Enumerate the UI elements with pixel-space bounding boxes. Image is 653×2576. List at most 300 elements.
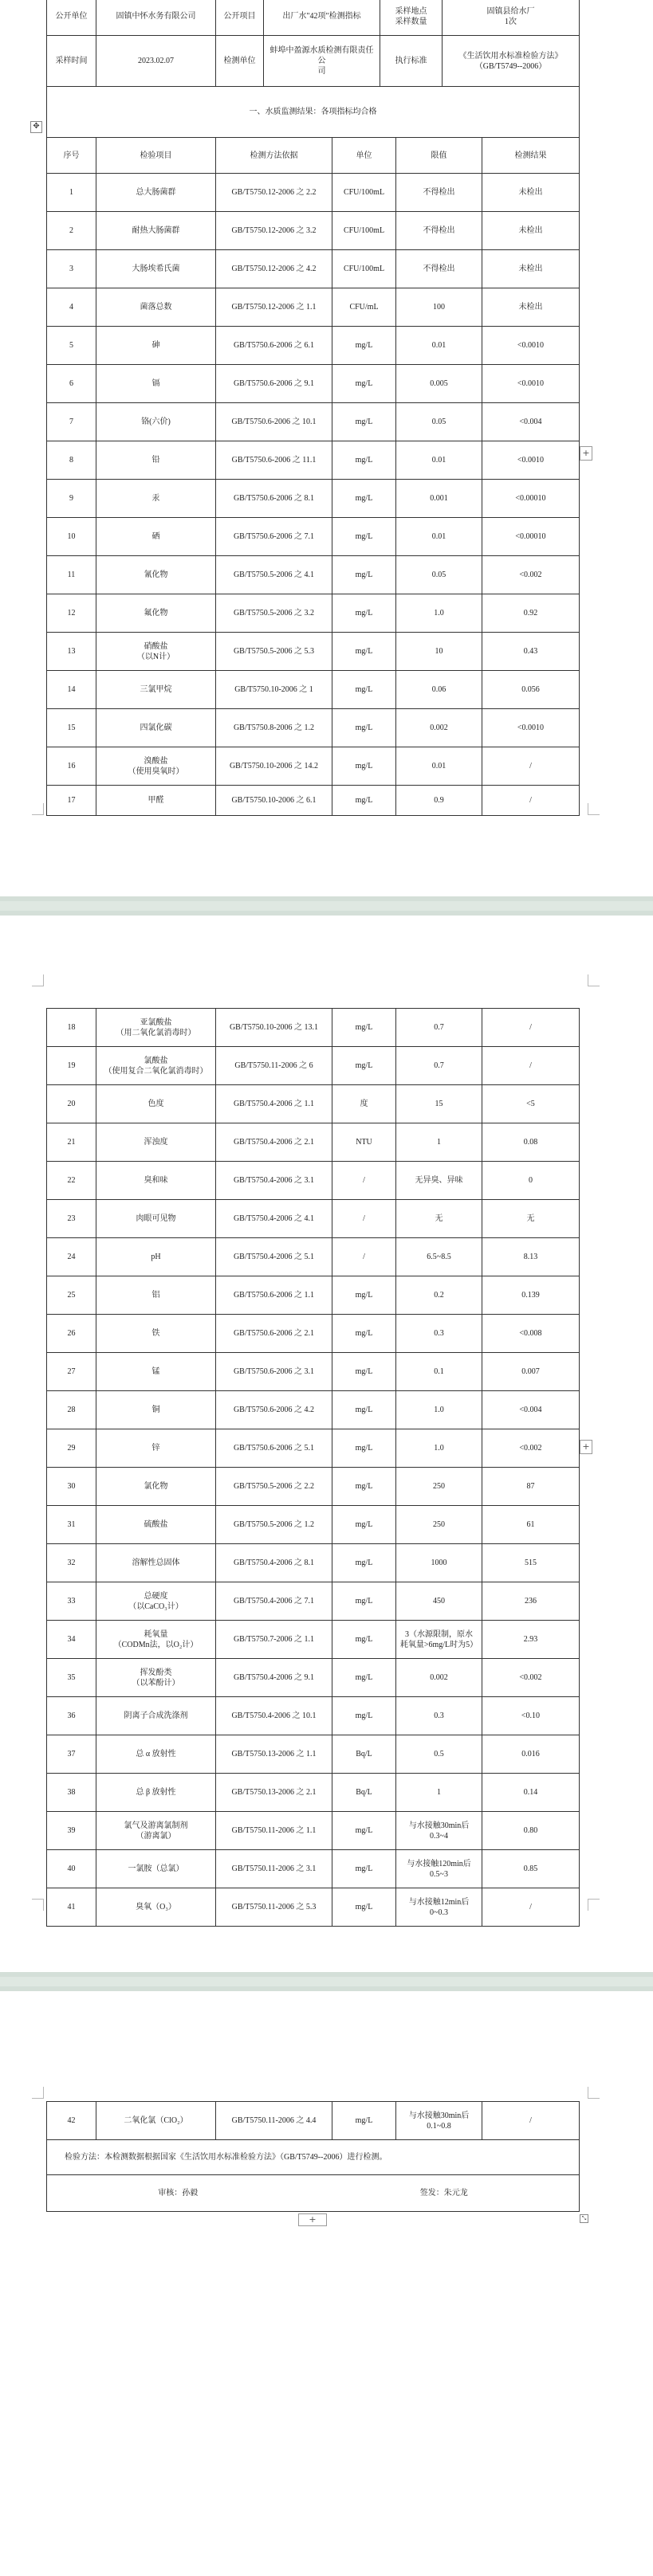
unit: CFU/100mL (332, 174, 396, 212)
table-row (47, 212, 580, 250)
add-row-button[interactable]: + (298, 2213, 327, 2226)
table-row (47, 327, 580, 365)
table-row (47, 1162, 580, 1200)
method: GB/T5750.11-2006 之 6 (216, 1047, 332, 1085)
table-row (47, 1850, 580, 1888)
item-name: 耐热大肠菌群 (96, 212, 216, 250)
method: GB/T5750.5-2006 之 1.2 (216, 1506, 332, 1544)
header-cell: 公开项目 (216, 0, 264, 36)
result: 0.056 (482, 671, 580, 709)
method: GB/T5750.10-2006 之 6.1 (216, 786, 332, 816)
method: GB/T5750.6-2006 之 6.1 (216, 327, 332, 365)
result: 0.80 (482, 1812, 580, 1850)
result: <0.002 (482, 1429, 580, 1468)
result: <0.0010 (482, 365, 580, 403)
result: <0.008 (482, 1315, 580, 1353)
limit: 6.5~8.5 (396, 1238, 482, 1276)
row-index: 28 (47, 1391, 96, 1429)
result: 0.85 (482, 1850, 580, 1888)
row-index: 12 (47, 594, 96, 633)
method: GB/T5750.5-2006 之 5.3 (216, 633, 332, 671)
table-move-handle-icon[interactable]: ✥ (30, 121, 42, 133)
limit: 10 (396, 633, 482, 671)
result: 2.93 (482, 1621, 580, 1659)
table-row (47, 1085, 580, 1123)
row-index: 21 (47, 1123, 96, 1162)
method: GB/T5750.8-2006 之 1.2 (216, 709, 332, 747)
method: GB/T5750.6-2006 之 4.2 (216, 1391, 332, 1429)
row-index: 39 (47, 1812, 96, 1850)
header-cell: 蚌埠中盈源水质检测有限责任公 司 (264, 36, 380, 87)
limit: 0.3 (396, 1315, 482, 1353)
row-index: 37 (47, 1735, 96, 1774)
method: GB/T5750.6-2006 之 5.1 (216, 1429, 332, 1468)
unit: CFU/mL (332, 288, 396, 327)
table-row (47, 1047, 580, 1085)
result: 0.007 (482, 1353, 580, 1391)
item-name: 总硬度 （以CaCO₃计） (96, 1582, 216, 1621)
limit: 1.0 (396, 1429, 482, 1468)
table-row (47, 594, 580, 633)
method: GB/T5750.7-2006 之 1.1 (216, 1621, 332, 1659)
table-row (47, 1812, 580, 1850)
item-name: 大肠埃希氏菌 (96, 250, 216, 288)
row-index: 42 (47, 2102, 96, 2140)
result: 未检出 (482, 174, 580, 212)
table-row (47, 1009, 580, 1047)
unit: mg/L (332, 786, 396, 816)
table-row (47, 1888, 580, 1927)
limit: 与水接触12min后 0~0.3 (396, 1888, 482, 1927)
unit: mg/L (332, 671, 396, 709)
row-index: 35 (47, 1659, 96, 1697)
limit: 与水接触120min后 0.5~3 (396, 1850, 482, 1888)
row-index: 34 (47, 1621, 96, 1659)
table-row (47, 1123, 580, 1162)
crop-mark (588, 2087, 600, 2099)
item-name: 总大肠菌群 (96, 174, 216, 212)
table-row (47, 1697, 580, 1735)
document-page-1 (0, 0, 653, 896)
item-name: 臭和味 (96, 1162, 216, 1200)
method: GB/T5750.12-2006 之 1.1 (216, 288, 332, 327)
unit: / (332, 1200, 396, 1238)
result: <5 (482, 1085, 580, 1123)
limit: 1 (396, 1123, 482, 1162)
crop-mark (32, 974, 44, 986)
row-index: 41 (47, 1888, 96, 1927)
row-index: 16 (47, 747, 96, 786)
method: GB/T5750.6-2006 之 2.1 (216, 1315, 332, 1353)
method: GB/T5750.13-2006 之 1.1 (216, 1735, 332, 1774)
item-name: 肉眼可见物 (96, 1200, 216, 1238)
results-table-page-2 (46, 1008, 580, 1927)
table-row (47, 1735, 580, 1774)
row-index: 22 (47, 1162, 96, 1200)
limit: 3（水源限制，原水 耗氧量>6mg/L时为5） (396, 1621, 482, 1659)
item-name: 浑浊度 (96, 1123, 216, 1162)
table-row (47, 1315, 580, 1353)
result: 515 (482, 1544, 580, 1582)
limit: 0.05 (396, 556, 482, 594)
item-name: 三氯甲烷 (96, 671, 216, 709)
unit: mg/L (332, 327, 396, 365)
table-row (47, 1238, 580, 1276)
row-index: 6 (47, 365, 96, 403)
method: GB/T5750.6-2006 之 1.1 (216, 1276, 332, 1315)
item-name: 氯化物 (96, 1468, 216, 1506)
row-index: 15 (47, 709, 96, 747)
method: GB/T5750.4-2006 之 2.1 (216, 1123, 332, 1162)
row-index: 31 (47, 1506, 96, 1544)
table-row (47, 1582, 580, 1621)
item-name: 亚氯酸盐 （用二氧化氯消毒时） (96, 1009, 216, 1047)
method: GB/T5750.6-2006 之 9.1 (216, 365, 332, 403)
method: GB/T5750.6-2006 之 7.1 (216, 518, 332, 556)
limit: 无异臭、异味 (396, 1162, 482, 1200)
unit: mg/L (332, 403, 396, 441)
header-cell: 采样地点 采样数量 (380, 0, 443, 36)
item-name: 阴离子合成洗涤剂 (96, 1697, 216, 1735)
unit: mg/L (332, 1582, 396, 1621)
item-name: 四氯化碳 (96, 709, 216, 747)
result: / (482, 1009, 580, 1047)
summary-line: 一、水质监测结果：各项指标均合格 (47, 87, 580, 138)
header-cell: 2023.02.07 (96, 36, 216, 87)
unit: mg/L (332, 709, 396, 747)
row-index: 36 (47, 1697, 96, 1735)
item-name: 铜 (96, 1391, 216, 1429)
result: 61 (482, 1506, 580, 1544)
method: GB/T5750.11-2006 之 1.1 (216, 1812, 332, 1850)
item-name: pH (96, 1238, 216, 1276)
unit: mg/L (332, 2102, 396, 2140)
item-name: 一氯胺（总氯） (96, 1850, 216, 1888)
unit: mg/L (332, 1888, 396, 1927)
unit: mg/L (332, 1697, 396, 1735)
result: <0.00010 (482, 480, 580, 518)
header-cell: 公开单位 (47, 0, 96, 36)
result: / (482, 786, 580, 816)
method: GB/T5750.4-2006 之 9.1 (216, 1659, 332, 1697)
item-name: 氯气及游离氯制剂 （游离氯） (96, 1812, 216, 1850)
row-index: 33 (47, 1582, 96, 1621)
unit: mg/L (332, 1621, 396, 1659)
table-row (47, 1659, 580, 1697)
row-index: 1 (47, 174, 96, 212)
results-table-page-3 (46, 2101, 580, 2212)
item-name: 镉 (96, 365, 216, 403)
limit: 0.01 (396, 747, 482, 786)
method: GB/T5750.4-2006 之 10.1 (216, 1697, 332, 1735)
table-row (47, 671, 580, 709)
limit: 0.01 (396, 518, 482, 556)
result: 未检出 (482, 250, 580, 288)
item-name: 色度 (96, 1085, 216, 1123)
unit: mg/L (332, 1391, 396, 1429)
header-table (46, 0, 580, 138)
insert-column-button[interactable]: + (580, 446, 592, 461)
unit: NTU (332, 1123, 396, 1162)
unit: mg/L (332, 1429, 396, 1468)
col-header: 检测方法依据 (216, 138, 332, 174)
unit: 度 (332, 1085, 396, 1123)
row-index: 14 (47, 671, 96, 709)
result: 未检出 (482, 288, 580, 327)
limit: 450 (396, 1582, 482, 1621)
header-cell: 检测单位 (216, 36, 264, 87)
unit: mg/L (332, 633, 396, 671)
result: 0.92 (482, 594, 580, 633)
method: GB/T5750.11-2006 之 4.4 (216, 2102, 332, 2140)
unit: mg/L (332, 518, 396, 556)
table-row (47, 365, 580, 403)
unit: mg/L (332, 1315, 396, 1353)
item-name: 耗氧量 （CODMn法，以O₂计） (96, 1621, 216, 1659)
limit: 1.0 (396, 1391, 482, 1429)
row-index: 29 (47, 1429, 96, 1468)
unit: mg/L (332, 1506, 396, 1544)
limit: 1.0 (396, 594, 482, 633)
unit: mg/L (332, 365, 396, 403)
unit: mg/L (332, 480, 396, 518)
crop-mark (588, 1899, 600, 1911)
item-name: 汞 (96, 480, 216, 518)
item-name: 硒 (96, 518, 216, 556)
result: 未检出 (482, 212, 580, 250)
table-row (47, 786, 580, 816)
page-gap (0, 1972, 653, 1991)
limit: 0.005 (396, 365, 482, 403)
row-index: 20 (47, 1085, 96, 1123)
result: / (482, 1888, 580, 1927)
method: GB/T5750.12-2006 之 3.2 (216, 212, 332, 250)
limit: 250 (396, 1468, 482, 1506)
unit: mg/L (332, 1544, 396, 1582)
result: 87 (482, 1468, 580, 1506)
result: 0 (482, 1162, 580, 1200)
unit: Bq/L (332, 1774, 396, 1812)
item-name: 溴酸盐 （使用臭氧时） (96, 747, 216, 786)
document-page-2 (0, 916, 653, 1972)
row-index: 30 (47, 1468, 96, 1506)
table-row (47, 1544, 580, 1582)
method: GB/T5750.5-2006 之 4.1 (216, 556, 332, 594)
table-row (47, 1353, 580, 1391)
row-index: 17 (47, 786, 96, 816)
item-name: 溶解性总固体 (96, 1544, 216, 1582)
table-row (47, 518, 580, 556)
col-header: 检测结果 (482, 138, 580, 174)
unit: / (332, 1238, 396, 1276)
crop-mark (588, 803, 600, 815)
result: <0.004 (482, 403, 580, 441)
method: GB/T5750.4-2006 之 4.1 (216, 1200, 332, 1238)
signer: 签发：朱元龙 (419, 2189, 468, 2198)
item-name: 氯酸盐 （使用复合二氧化氯消毒时） (96, 1047, 216, 1085)
result: 0.14 (482, 1774, 580, 1812)
table-row (47, 1200, 580, 1238)
table-row (47, 480, 580, 518)
result: 0.016 (482, 1735, 580, 1774)
unit: mg/L (332, 1353, 396, 1391)
result: 0.43 (482, 633, 580, 671)
item-name: 菌落总数 (96, 288, 216, 327)
result: 0.139 (482, 1276, 580, 1315)
table-resize-handle-icon[interactable]: ⤡ (580, 2214, 588, 2223)
unit: mg/L (332, 441, 396, 480)
result: <0.0010 (482, 709, 580, 747)
limit: 不得检出 (396, 212, 482, 250)
row-index: 8 (47, 441, 96, 480)
unit: mg/L (332, 747, 396, 786)
item-name: 锌 (96, 1429, 216, 1468)
result: <0.0010 (482, 441, 580, 480)
limit: 0.7 (396, 1009, 482, 1047)
limit: 0.1 (396, 1353, 482, 1391)
result: 236 (482, 1582, 580, 1621)
method: GB/T5750.10-2006 之 14.2 (216, 747, 332, 786)
row-index: 18 (47, 1009, 96, 1047)
limit: 0.06 (396, 671, 482, 709)
method: GB/T5750.11-2006 之 3.1 (216, 1850, 332, 1888)
row-index: 10 (47, 518, 96, 556)
limit: 0.01 (396, 441, 482, 480)
item-name: 硫酸盐 (96, 1506, 216, 1544)
row-index: 32 (47, 1544, 96, 1582)
row-index: 23 (47, 1200, 96, 1238)
row-index: 7 (47, 403, 96, 441)
item-name: 氰化物 (96, 556, 216, 594)
row-index: 13 (47, 633, 96, 671)
result: <0.10 (482, 1697, 580, 1735)
crop-mark (32, 1899, 44, 1911)
item-name: 氟化物 (96, 594, 216, 633)
limit: 无 (396, 1200, 482, 1238)
method: GB/T5750.10-2006 之 1 (216, 671, 332, 709)
result: 8.13 (482, 1238, 580, 1276)
limit: 与水接触30min后 0.3~4 (396, 1812, 482, 1850)
method: GB/T5750.6-2006 之 3.1 (216, 1353, 332, 1391)
unit: mg/L (332, 556, 396, 594)
header-cell: 固镇中怀水务有限公司 (96, 0, 216, 36)
crop-mark (32, 2087, 44, 2099)
limit: 15 (396, 1085, 482, 1123)
row-index: 3 (47, 250, 96, 288)
item-name: 铅 (96, 441, 216, 480)
method: GB/T5750.4-2006 之 3.1 (216, 1162, 332, 1200)
item-name: 挥发酚类 （以苯酚计） (96, 1659, 216, 1697)
results-table-page-1 (46, 137, 580, 816)
item-name: 铁 (96, 1315, 216, 1353)
table-row (47, 633, 580, 671)
unit: mg/L (332, 1850, 396, 1888)
method-note: 检验方法：本检测数据根据国家《生活饮用水标准检验方法》（GB/T5749--2006）进行检测。 (47, 2140, 580, 2175)
method: GB/T5750.10-2006 之 13.1 (216, 1009, 332, 1047)
table-row (47, 288, 580, 327)
table-row (47, 1391, 580, 1429)
header-cell: 固镇县给水厂 1次 (443, 0, 580, 36)
page-gap (0, 896, 653, 916)
item-name: 砷 (96, 327, 216, 365)
unit: Bq/L (332, 1735, 396, 1774)
method: GB/T5750.6-2006 之 10.1 (216, 403, 332, 441)
method: GB/T5750.5-2006 之 3.2 (216, 594, 332, 633)
item-name: 甲醛 (96, 786, 216, 816)
limit: 250 (396, 1506, 482, 1544)
method: GB/T5750.13-2006 之 2.1 (216, 1774, 332, 1812)
result: <0.002 (482, 556, 580, 594)
method: GB/T5750.12-2006 之 2.2 (216, 174, 332, 212)
table-row (47, 747, 580, 786)
result: <0.002 (482, 1659, 580, 1697)
col-header: 检验项目 (96, 138, 216, 174)
item-name: 锰 (96, 1353, 216, 1391)
unit: mg/L (332, 1659, 396, 1697)
unit: / (332, 1162, 396, 1200)
limit: 0.01 (396, 327, 482, 365)
column-header-row (47, 138, 580, 174)
limit: 0.9 (396, 786, 482, 816)
method: GB/T5750.4-2006 之 7.1 (216, 1582, 332, 1621)
row-index: 9 (47, 480, 96, 518)
limit: 0.5 (396, 1735, 482, 1774)
unit: mg/L (332, 1812, 396, 1850)
result: <0.0010 (482, 327, 580, 365)
table-row (47, 1276, 580, 1315)
result: / (482, 1047, 580, 1085)
result: / (482, 747, 580, 786)
signature-row (47, 2175, 580, 2212)
method: GB/T5750.6-2006 之 11.1 (216, 441, 332, 480)
row-index: 27 (47, 1353, 96, 1391)
result: <0.00010 (482, 518, 580, 556)
item-name: 总 α 放射性 (96, 1735, 216, 1774)
header-cell: 出厂水"42项"检测指标 (264, 0, 380, 36)
row-index: 38 (47, 1774, 96, 1812)
method: GB/T5750.4-2006 之 1.1 (216, 1085, 332, 1123)
item-name: 铝 (96, 1276, 216, 1315)
table-row (47, 403, 580, 441)
row-index: 5 (47, 327, 96, 365)
item-name: 二氧化氯（ClO₂） (96, 2102, 216, 2140)
table-row (47, 1774, 580, 1812)
limit: 100 (396, 288, 482, 327)
limit: 不得检出 (396, 250, 482, 288)
limit: 1000 (396, 1544, 482, 1582)
limit: 0.7 (396, 1047, 482, 1085)
col-header: 单位 (332, 138, 396, 174)
limit: 与水接触30min后 0.1~0.8 (396, 2102, 482, 2140)
row-index: 24 (47, 1238, 96, 1276)
row-index: 25 (47, 1276, 96, 1315)
result: 0.08 (482, 1123, 580, 1162)
table-row (47, 441, 580, 480)
result: / (482, 2102, 580, 2140)
method: GB/T5750.4-2006 之 5.1 (216, 1238, 332, 1276)
limit: 0.001 (396, 480, 482, 518)
table-row (47, 1468, 580, 1506)
insert-column-button[interactable]: + (580, 1440, 592, 1454)
col-header: 序号 (47, 138, 96, 174)
table-row (47, 1506, 580, 1544)
method: GB/T5750.12-2006 之 4.2 (216, 250, 332, 288)
row-index: 11 (47, 556, 96, 594)
table-row (47, 709, 580, 747)
row-index: 2 (47, 212, 96, 250)
result: <0.004 (482, 1391, 580, 1429)
limit: 0.002 (396, 709, 482, 747)
